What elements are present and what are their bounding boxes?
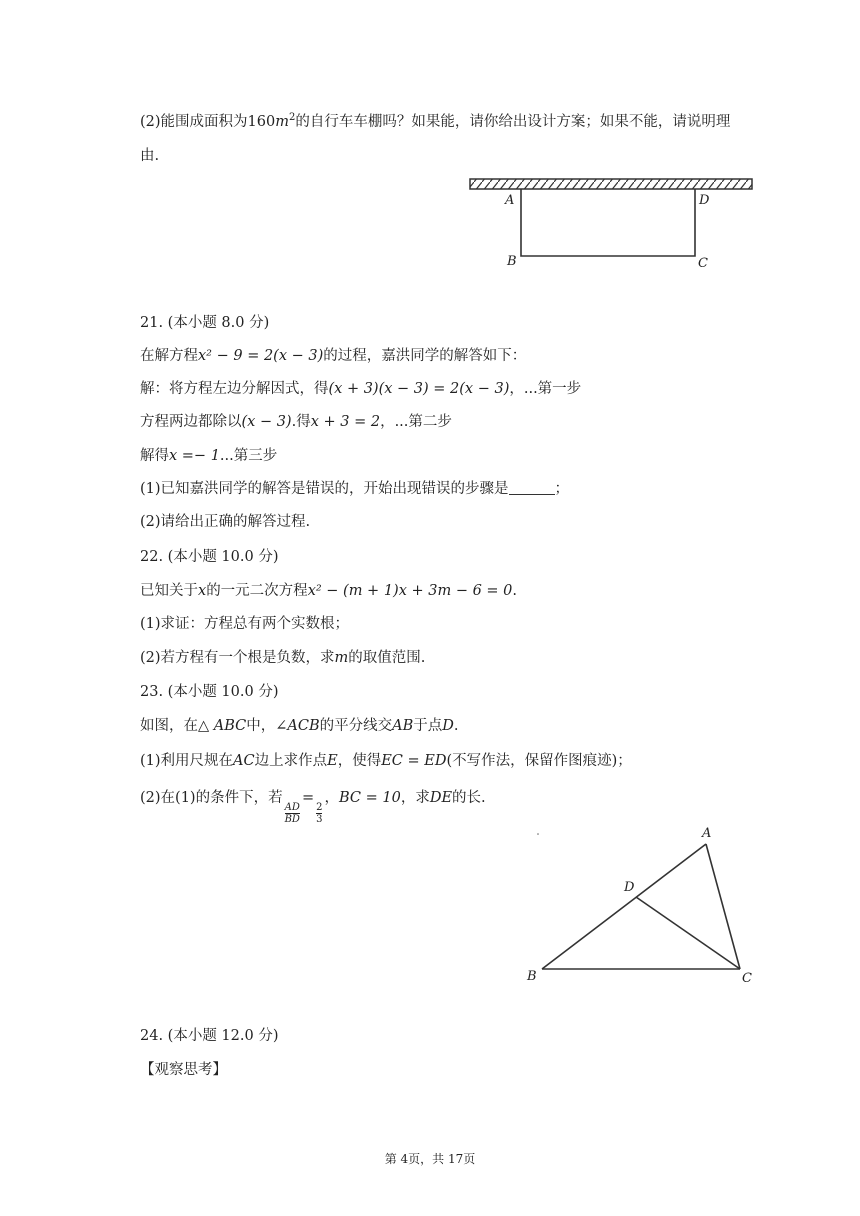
q23-header: 23. (本小题 10.0 分) bbox=[140, 684, 279, 700]
fig2-label-D: D bbox=[624, 880, 635, 895]
q21-step2: 方程两边都除以(x − 3).得x + 3 = 2，...第二步 bbox=[140, 414, 452, 430]
q21-part1: (1)已知嘉洪同学的解答是错误的，开始出现错误的步骤是 ； bbox=[140, 481, 570, 497]
q21-header: 21. (本小题 8.0 分) bbox=[140, 315, 270, 331]
fig1-label-D: D bbox=[699, 193, 710, 208]
q20-part2-line2: 由. bbox=[140, 148, 160, 164]
q23-part2: (2)在(1)的条件下，若 $\frac{AD}{BD}$ = $\frac{2}{3}$ ，BC = 10，求DE的长. bbox=[140, 790, 486, 825]
ratio-fraction: $\frac{AD}{BD}$ bbox=[284, 802, 300, 825]
segment-CD bbox=[636, 897, 740, 969]
fig1-label-A: A bbox=[505, 193, 515, 208]
q21-part2: (2)请给出正确的解答过程. bbox=[140, 514, 311, 530]
fig2-label-C: C bbox=[742, 971, 752, 986]
q23-part1: (1)利用尺规在AC边上求作点E，使得EC = ED(不写作法，保留作图痕迹)； bbox=[140, 753, 632, 769]
wall-hatch bbox=[470, 179, 752, 189]
q21-step3: 解得x =− 1...第三步 bbox=[140, 448, 278, 464]
segment-AC bbox=[706, 844, 740, 969]
fig1-label-C: C bbox=[698, 256, 708, 271]
shed-figure bbox=[466, 172, 758, 272]
q23-intro: 如图，在△ ABC中，∠ACB的平分线交AB于点D. bbox=[140, 718, 459, 734]
q22-part2: (2)若方程有一个根是负数，求m的取值范围. bbox=[140, 650, 426, 666]
shed-rectangle bbox=[521, 189, 695, 256]
q22-part1: (1)求证：方程总有两个实数根； bbox=[140, 616, 350, 632]
q21-intro: 在解方程x² − 9 = 2(x − 3)的过程，嘉洪同学的解答如下： bbox=[140, 348, 527, 364]
q24-header: 24. (本小题 12.0 分) bbox=[140, 1028, 279, 1044]
segment-AB bbox=[542, 844, 706, 969]
fig2-label-B: B bbox=[527, 969, 537, 984]
fig2-label-A: A bbox=[702, 826, 712, 841]
triangle-figure bbox=[520, 820, 770, 990]
q22-header: 22. (本小题 10.0 分) bbox=[140, 549, 279, 565]
answer-blank bbox=[509, 480, 555, 495]
q24-section-title: 【观察思考】 bbox=[140, 1062, 227, 1078]
q21-step1: 解：将方程左边分解因式，得(x + 3)(x − 3) = 2(x − 3)，...第一步 bbox=[140, 381, 582, 397]
page-footer: 第 4页，共 17页 bbox=[384, 1152, 476, 1166]
fig1-label-B: B bbox=[507, 254, 517, 269]
q20-part2-line1: (2)能围成面积为$160m^2$的自行车车棚吗？如果能，请你给出设计方案；如果不能，请说明理 bbox=[140, 112, 731, 130]
stray-dot bbox=[537, 833, 539, 835]
q22-intro: 已知关于x的一元二次方程x² − (m + 1)x + 3m − 6 = 0. bbox=[140, 583, 518, 599]
value-fraction: $\frac{2}{3}$ bbox=[316, 802, 323, 825]
